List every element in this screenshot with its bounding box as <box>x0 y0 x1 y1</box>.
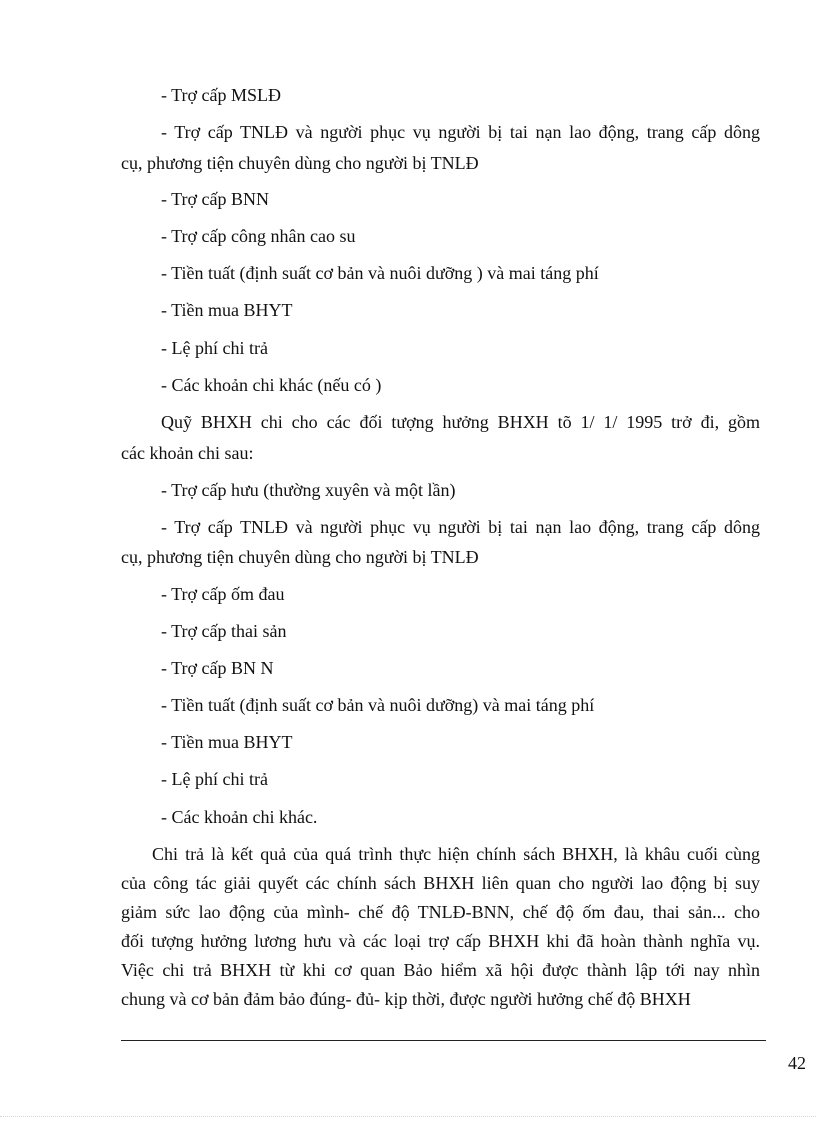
text-line: - Trợ cấp TNLĐ và người phục vụ người bị tai nạn lao động, trang cấp dông <box>161 122 760 142</box>
text-line: cụ, phương tiện chuyên dùng cho người bị TNLĐ <box>121 153 479 173</box>
list-item: - Tiền tuất (định suất cơ bản và nuôi dưỡng ) và mai táng phí <box>161 263 599 283</box>
text-line: Quỹ BHXH chi cho các đối tượng hưởng BHXH tõ 1/ 1/ 1995 trở đi, gồm <box>161 412 760 432</box>
text-line: chung và cơ bản đảm bảo đúng- đủ- kịp thời, được người hưởng chế độ BHXH <box>121 989 691 1009</box>
list-item: - Trợ cấp thai sản <box>161 621 287 641</box>
list-item: - Tiền mua BHYT <box>161 732 293 752</box>
list-item: - Trợ cấp MSLĐ <box>161 85 282 105</box>
text-line <box>121 901 760 923</box>
list-item: - Trợ cấp hưu (thường xuyên và một lần) <box>161 480 456 500</box>
text-line: Việc chi trả BHXH từ khi cơ quan Bảo hiểm xã hội được thành lập tới nay nhìn <box>121 960 760 980</box>
list-item: - Trợ cấp BNN <box>161 189 270 209</box>
text-line: - Trợ cấp TNLĐ và người phục vụ người bị tai nạn lao động, trang cấp dông <box>161 517 760 537</box>
list-item: - Trợ cấp công nhân cao su <box>161 226 356 246</box>
page-number: 42 <box>788 1053 806 1073</box>
text-line: Chi trả là kết quả của quá trình thực hiện chính sách BHXH, là khâu cuối cùng <box>152 844 760 864</box>
list-item <box>161 516 760 538</box>
text-line <box>121 872 760 894</box>
text-line: của công tác giải quyết các chính sách BHXH liên quan cho người lao động bị suy <box>121 873 760 893</box>
list-item: - Tiền tuất (định suất cơ bản và nuôi dưỡng) và mai táng phí <box>161 695 595 715</box>
paragraph <box>161 411 760 433</box>
list-item: - Lệ phí chi trả <box>161 338 268 358</box>
list-item: - Trợ cấp ốm đau <box>161 584 285 604</box>
text-line: cụ, phương tiện chuyên dùng cho người bị TNLĐ <box>121 547 479 567</box>
list-item: - Trợ cấp BN N <box>161 658 274 678</box>
text-line: giảm sức lao động của mình- chế độ TNLĐ-BNN, chế độ ốm đau, thai sản... cho <box>121 902 760 922</box>
page-bottom-border <box>0 1116 816 1117</box>
list-item: - Các khoản chi khác (nếu có ) <box>161 375 382 395</box>
list-item: - Lệ phí chi trả <box>161 769 268 789</box>
text-line <box>121 930 760 952</box>
paragraph <box>152 843 760 865</box>
text-line: đối tượng hưởng lương hưu và các loại trợ cấp BHXH khi đã hoàn thành nghĩa vụ. <box>121 931 760 951</box>
list-item: - Các khoản chi khác. <box>161 807 318 827</box>
list-item <box>161 121 760 143</box>
text-line: các khoản chi sau: <box>121 443 254 463</box>
list-item: - Tiền mua BHYT <box>161 300 293 320</box>
footer-rule <box>121 1040 766 1041</box>
text-line <box>121 959 760 981</box>
